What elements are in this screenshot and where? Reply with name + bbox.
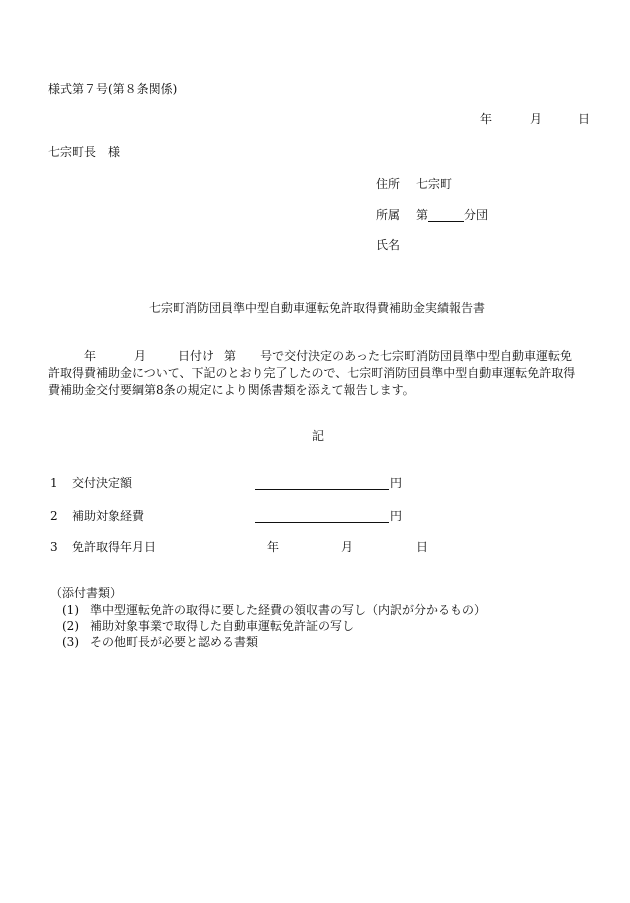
item-3-number: 3 (50, 540, 58, 554)
item-2-unit: 円 (390, 509, 403, 523)
item-3-year: 年 (267, 540, 280, 554)
attachment-1-text: 準中型運転免許の取得に要した経費の領収書の写し（内訳が分かるもの） (90, 603, 487, 617)
affiliation-field (416, 208, 488, 222)
affiliation-suffix: 分団 (464, 208, 489, 222)
attachment-3-number: (3) (62, 635, 79, 649)
addressee: 七宗町長 様 (48, 145, 121, 159)
body-line-3: 費補助金交付要綱第8条の規定により関係書類を添えて報告します。 (48, 383, 415, 397)
ki-heading: 記 (312, 429, 325, 443)
item-2-number: 2 (50, 509, 58, 523)
name-label: 氏名 (376, 238, 401, 252)
item-3-label: 免許取得年月日 (72, 540, 157, 554)
item-1-label: 交付決定額 (72, 476, 133, 490)
item-3-month: 月 (341, 540, 354, 554)
date-day: 日 (578, 112, 591, 126)
attachment-2-text: 補助対象事業で取得した自動車運転免許証の写し (90, 619, 355, 633)
date-month: 月 (530, 112, 543, 126)
attachment-2-number: (2) (62, 619, 79, 633)
item-2-label: 補助対象経費 (72, 509, 145, 523)
attachment-3-text: その他町長が必要と認める書類 (90, 635, 259, 649)
item-1-number: 1 (50, 476, 58, 490)
attachment-1-number: (1) (62, 603, 79, 617)
document-title: 七宗町消防団員準中型自動車運転免許取得費補助金実績報告書 (149, 301, 486, 315)
body-day-dated: 日付け (178, 349, 215, 363)
body-line1-rest: 号で交付決定のあった七宗町消防団員準中型自動車運転免 (260, 349, 572, 363)
body-year: 年 (84, 349, 97, 363)
affiliation-prefix: 第 (416, 208, 429, 222)
item-3-day: 日 (416, 540, 429, 554)
date-year: 年 (480, 112, 493, 126)
affiliation-label: 所属 (376, 208, 401, 222)
body-line-2: 許取得費補助金について、下記のとおり完了したので、七宗町消防団員準中型自動車運転免許取得 (48, 366, 576, 380)
body-paragraph (48, 348, 588, 399)
affiliation-blank (428, 208, 464, 222)
attachments-heading: （添付書類） (50, 586, 123, 600)
address-value: 七宗町 (416, 177, 453, 191)
body-month: 月 (134, 349, 147, 363)
body-dai: 第 (224, 349, 237, 363)
item-1-unit: 円 (390, 476, 403, 490)
item-2-amount-blank (255, 508, 389, 523)
form-number: 様式第７号(第８条関係) (48, 82, 178, 96)
body-line-1 (48, 348, 588, 365)
item-1-amount-blank (255, 475, 389, 490)
address-label: 住所 (376, 177, 401, 191)
